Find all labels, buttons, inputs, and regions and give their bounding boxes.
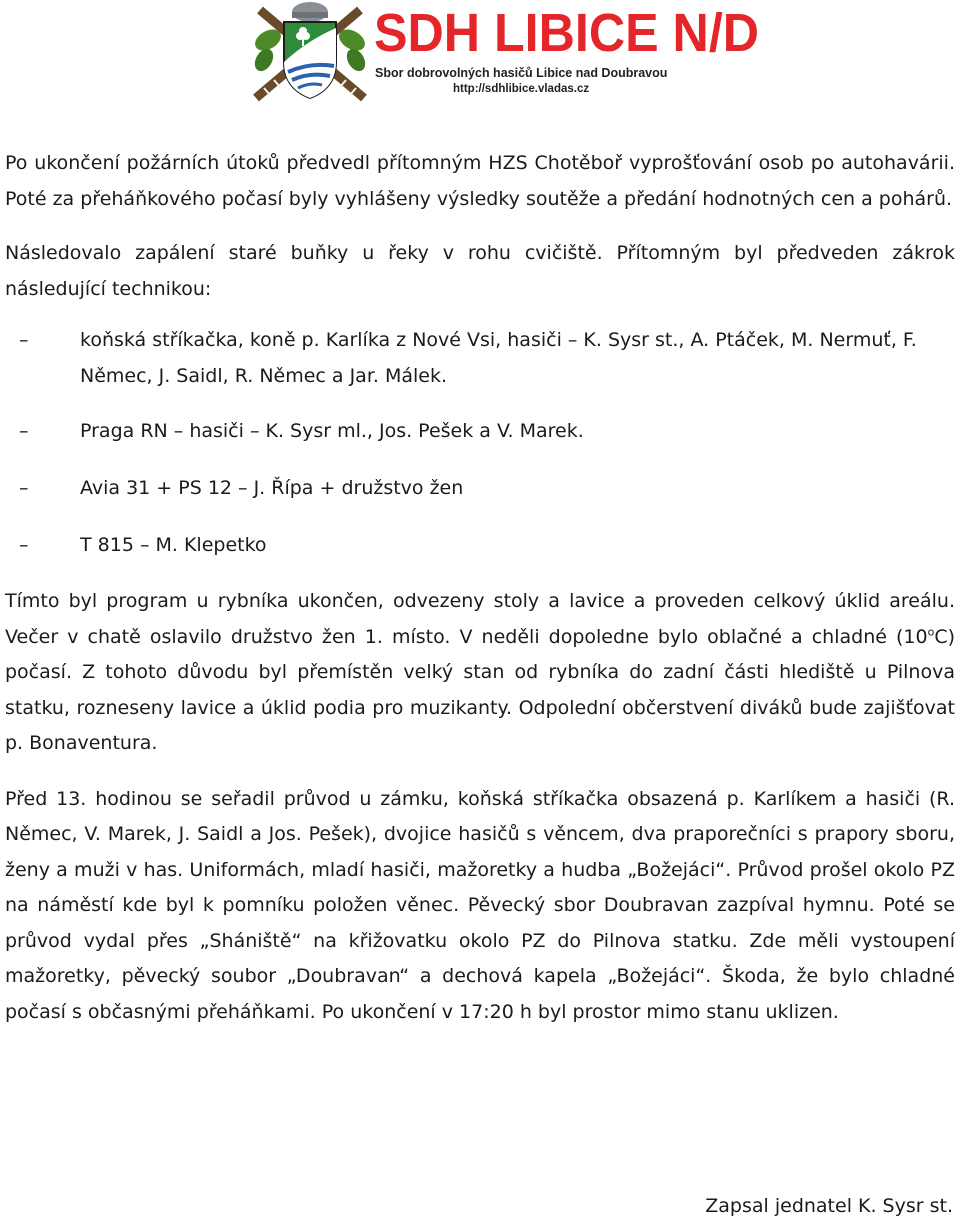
list-item <box>5 322 955 394</box>
dash-bullet: – <box>19 329 29 351</box>
list-item <box>5 413 955 449</box>
paragraph-demonstration: Následovalo zapálení staré buňky u řeky v rohu cvičiště. Přítomným byl předveden zákrok následující technikou: <box>5 242 955 300</box>
paragraph-awards: Po ukončení požárních útoků předvedl přítomným HZS Chotěboř vyprošťování osob po autohavárii. Poté za přeháňkového počasí byly vyhlášeny výsledky soutěže a předání hodnotných cen a pohárů. <box>5 152 955 210</box>
weather-prefix: chladné (10 <box>811 625 928 648</box>
list-item <box>5 527 955 563</box>
equipment-list <box>5 322 955 563</box>
org-url: http://sdhlibice.vladas.cz <box>453 83 590 95</box>
degree-sign: o <box>927 625 935 639</box>
signature: Zapsal jednatel K. Sysr st. <box>705 1195 953 1217</box>
list-item-text: koňská stříkačka, koně p. Karlíka z Nové Vsi, hasiči – K. Sysr st., A. Ptáček, M. Nermuť, F. Němec, J. Saidl, R. Němec a Jar. Málek. <box>80 329 917 387</box>
dash-bullet: – <box>19 420 29 442</box>
list-item <box>5 470 955 506</box>
list-item-text: Praga RN – hasiči – K. Sysr ml., Jos. Pešek a V. Marek. <box>80 420 584 442</box>
dash-bullet: – <box>19 477 29 499</box>
coat-of-arms-logo <box>248 0 372 106</box>
weather-suffix: C) počasí. Z tohoto důvodu byl přemístěn velký stan od rybníka do zadní části hlediště u Pilnova statku, rozneseny lavice a úklid podia pro muzikanty. Odpolední občerstvení diváků bude zajišťovat p. Bonaventura. <box>5 625 955 754</box>
list-item-text: T 815 – M. Klepetko <box>80 534 267 556</box>
paragraph-cleanup-start: Tímto byl program u rybníka ukončen, odvezeny stoly a lavice a proveden celkový úklid areálu. Večer v chatě oslavilo družstvo žen 1. místo. V neděli dopoledne bylo oblačné a <box>5 590 955 648</box>
list-item-text: Avia 31 + PS 12 – J. Řípa + družstvo žen <box>80 477 464 499</box>
document-body <box>5 146 955 1030</box>
dash-bullet: – <box>19 534 29 556</box>
paragraph-procession: Před 13. hodinou se seřadil průvod u zámku, koňská stříkačka obsazená p. Karlíkem a hasiči (R. Němec, V. Marek, J. Saidl a Jos. Pešek), dvojice hasičů s věncem, dva praporečníci s prapory sboru, ženy a muži v has. Uniformách, mladí hasiči, mažoretky a hudba „Božejáci“. Průvod prošel okolo PZ na náměstí kde byl k pomníku položen věnec. Pěvecký sbor Doubravan zazpíval hymnu. Poté se průvod vydal přes „Shániště“ na křižovatku okolo PZ do Pilnova statku. Zde měli vystoupení mažoretky, pěvecký soubor „Doubravan“ a dechová kapela „Božejáci“. Škoda, že bylo chladné počasí s občasnými přeháňkami. Po ukončení v 17:20 h byl prostor mimo stanu uklizen. <box>5 787 955 1023</box>
org-full-name: Sbor dobrovolných hasičů Libice nad Doubravou <box>375 66 668 80</box>
paragraph-cleanup <box>5 584 955 762</box>
header-banner <box>248 0 760 108</box>
org-abbrev: SDH LIBICE N/D <box>374 3 760 63</box>
